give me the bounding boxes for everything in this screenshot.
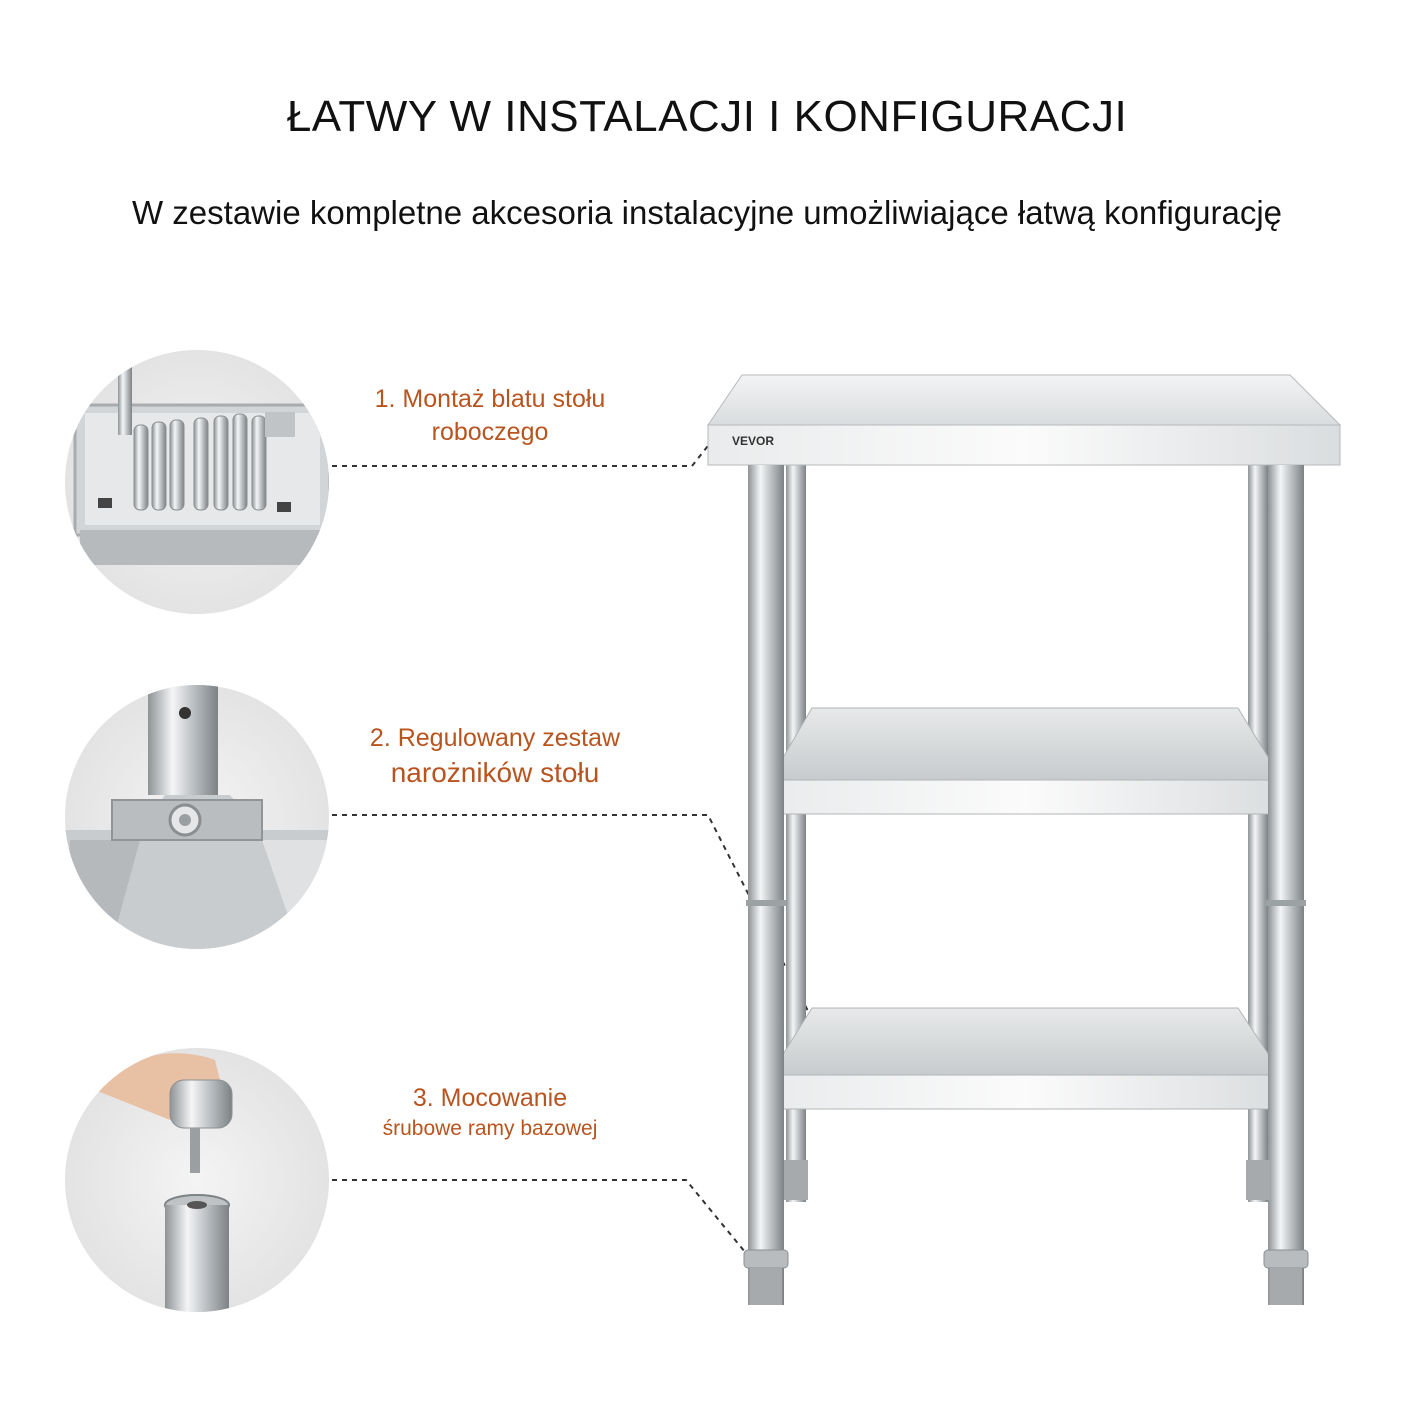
connector-lines [332, 380, 810, 1285]
callout-tabletop-assembly [345, 383, 635, 448]
page-title: ŁATWY W INSTALACJI I KONFIGURACJI [286, 92, 1128, 141]
page-subtitle: W zestawie kompletne akcesoria instalacyjne umożliwiające łatwą konfigurację [131, 194, 1283, 231]
work-table [708, 375, 1340, 1305]
callout-2-line1: 2. Regulowany zestaw [369, 724, 621, 752]
detail-circle-corner [65, 680, 330, 950]
detail-circle-foot [65, 1048, 329, 1315]
callout-1-line1: 1. Montaż blatu stołu [374, 385, 606, 413]
callout-3-line2: śrubowe ramy bazowej [382, 1116, 598, 1140]
callout-base-screw-mount [345, 1082, 635, 1142]
connector-2 [332, 815, 810, 1015]
callout-3-line1: 3. Mocowanie [412, 1084, 568, 1112]
detail-circle-tabletop [65, 350, 330, 614]
brand-logo: VEVOR [732, 434, 775, 448]
connector-3 [332, 1180, 772, 1285]
callout-2-line2: narożników stołu [390, 756, 600, 788]
callout-adjustable-corners [345, 722, 645, 791]
callout-1-line2: roboczego [431, 417, 549, 446]
